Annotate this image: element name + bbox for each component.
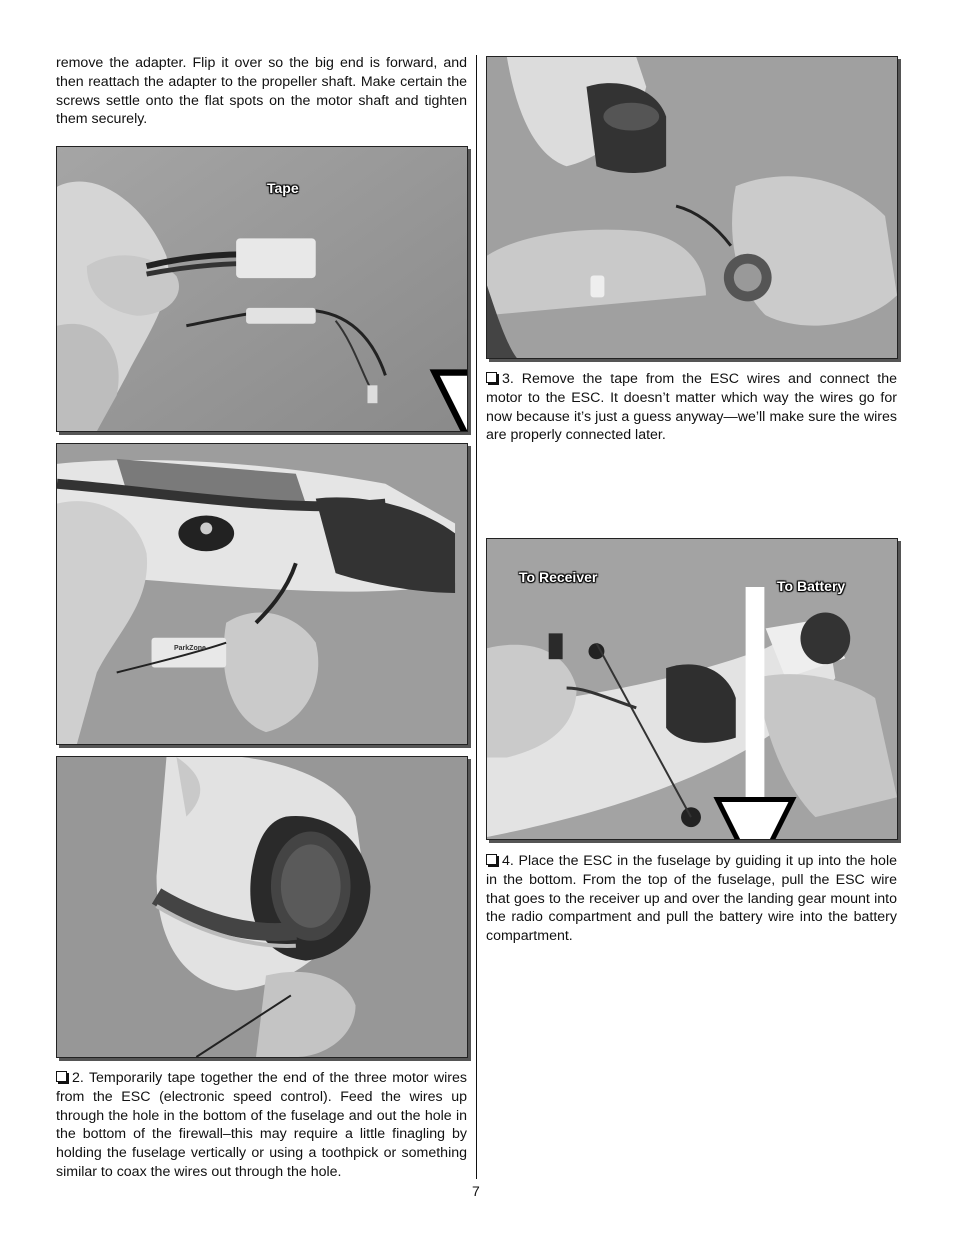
step4-text: 4. Place the ESC in the fuselage by guiding it up into the hole in the bottom. From the top of the fuselage, pull the ESC wire that goes to the receiver up and over the landing gear mount into the radio compartment and pull the battery wire into the battery compartment. xyxy=(486,853,897,945)
to-battery-arrow-icon xyxy=(800,596,898,840)
step2-paragraph xyxy=(56,1069,467,1182)
photo-motor-connection-image xyxy=(487,57,897,358)
intro-paragraph: remove the adapter. Flip it over so the big end is forward, and then reattach the adapter to the propeller shaft. Make certain the screws settle onto the flat spots on the motor shaft and tighten them securely. xyxy=(56,55,467,128)
photo-esc-placement xyxy=(486,538,898,840)
to-receiver-label: To Receiver xyxy=(519,569,598,585)
photo-taped-wires xyxy=(56,146,468,432)
step4-paragraph xyxy=(486,852,897,946)
tape-label: Tape xyxy=(267,180,299,196)
step2-text: 2. Temporarily tape together the end of the three motor wires from the ESC (electronic speed control). Feed the wires up through the hole in the bottom of the fuselage and out the hole in the bottom of the firewall–this may require a little finagling by holding the fuselage vertically or using a toothpick or something similar to coax the wires out through the hole. xyxy=(56,1070,467,1180)
step3-paragraph xyxy=(486,370,897,445)
checkbox-icon[interactable] xyxy=(486,854,497,865)
photo-fuselage-esc-image xyxy=(57,444,467,744)
page-number: 7 xyxy=(472,1183,480,1199)
esc-brand-label: ParkZone xyxy=(174,645,206,652)
checkbox-icon[interactable] xyxy=(486,372,497,383)
photo-firewall-wires-image xyxy=(57,757,467,1057)
column-divider xyxy=(476,55,477,1179)
to-battery-label: To Battery xyxy=(777,578,846,594)
photo-motor-connection xyxy=(486,56,898,359)
step3-text: 3. Remove the tape from the ESC wires and connect the motor to the ESC. It doesn’t matter which way the wires go for now because it’s just a guess anyway—we’ll make sure the wires are properly connected later. xyxy=(486,371,897,444)
photo-fuselage-esc xyxy=(56,443,468,745)
checkbox-icon[interactable] xyxy=(56,1071,67,1082)
tape-arrow-icon xyxy=(277,199,468,432)
photo-firewall-wires xyxy=(56,756,468,1058)
